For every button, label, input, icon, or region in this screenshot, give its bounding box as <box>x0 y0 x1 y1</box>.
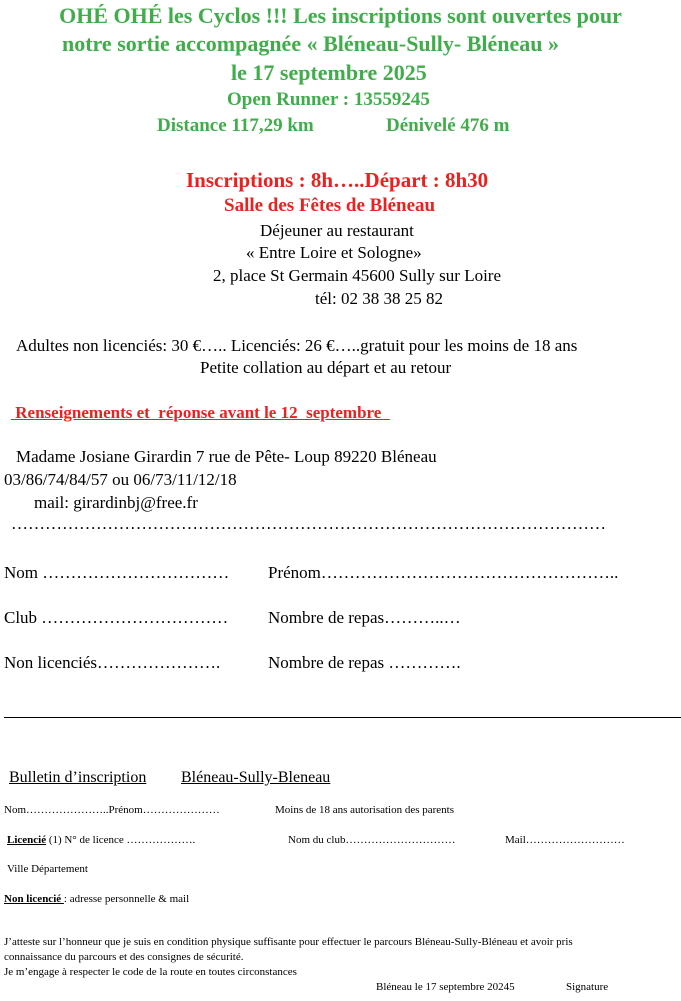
attestation-line-3: Je m’engage à respecter le code de la route en toutes circonstances <box>4 966 297 978</box>
bulletin-minors: Moins de 18 ans autorisation des parents <box>275 804 455 816</box>
pricing: Adultes non licenciés: 30 €….. Licenciés: 26 €…..gratuit pour les moins de 18 ans <box>16 336 578 355</box>
contact-email: mail: girardinbj@free.fr <box>34 493 198 512</box>
attestation-line-1: J’atteste sur l’honneur que je suis en condition physique suffisante pour effectuer le parcours Bléneau-Sully-Bléneau et avoir pris <box>4 936 573 948</box>
form-repas-field: Nombre de repas………..… <box>268 608 461 627</box>
horizontal-rule <box>4 717 681 718</box>
snack-note: Petite collation au départ et au retour <box>200 358 452 377</box>
lunch-restaurant-name: « Entre Loire et Sologne» <box>246 243 422 262</box>
bulletin-title: Bulletin d’inscription <box>9 769 147 786</box>
bulletin-route: Bléneau-Sully-Bleneau <box>181 769 331 786</box>
form-nom-field: Nom …………………………… <box>4 563 230 582</box>
separator-dots: …………………………………………………………………………………………… <box>11 514 606 533</box>
header-title-line-1: OHÉ OHÉ les Cyclos !!! Les inscriptions sont ouvertes pour <box>59 3 622 28</box>
open-runner-id: Open Runner : 13559245 <box>227 89 430 110</box>
non-licencie-label: Non licencié <box>4 893 64 905</box>
lunch-address: 2, place St Germain 45600 Sully sur Loire <box>213 266 502 285</box>
form-club-field: Club …………………………… <box>4 608 229 627</box>
bulletin-city: Ville Département <box>7 863 88 875</box>
licencie-label: Licencié <box>7 834 47 846</box>
event-date: le 17 septembre 2025 <box>231 60 427 85</box>
bulletin-nom-prenom: Nom…………………..Prénom………………… <box>4 804 220 816</box>
non-licencie-text: : adresse personnelle & mail <box>63 893 190 905</box>
lunch-line-1: Déjeuner au restaurant <box>260 221 414 240</box>
licence-number: (1) N° de licence ………………. <box>46 834 196 846</box>
contact-phones: 03/86/74/84/57 ou 06/73/11/12/18 <box>4 470 237 489</box>
attestation-line-2: connaissance du parcours et des consignes de sécurité. <box>4 951 244 963</box>
bulletin-mail: Mail……………………… <box>505 834 625 846</box>
form-prenom-field: Prénom…………………………………………….. <box>268 563 619 582</box>
signature-date: Bléneau le 17 septembre 20245 <box>376 981 515 993</box>
contact-heading: Renseignements et réponse avant le 12 septembre <box>11 403 390 422</box>
lunch-phone: tél: 02 38 38 25 82 <box>315 289 443 308</box>
schedule-times: Inscriptions : 8h…..Départ : 8h30 <box>186 168 489 192</box>
signature-label: Signature <box>566 981 609 993</box>
bulletin-club-name: Nom du club………………………… <box>288 834 456 846</box>
bulletin-licence-row <box>7 834 195 846</box>
form-non-licencies-field: Non licenciés…………………. <box>4 653 221 672</box>
header-title-line-2: notre sortie accompagnée « Bléneau-Sully- Bléneau » <box>62 31 559 56</box>
form-repas-field-2: Nombre de repas …………. <box>268 653 461 672</box>
venue: Salle des Fêtes de Bléneau <box>224 195 436 216</box>
contact-address: Madame Josiane Girardin 7 rue de Pête- Loup 89220 Bléneau <box>16 447 437 466</box>
elevation: Dénivelé 476 m <box>386 115 510 136</box>
bulletin-non-licencie-row <box>4 893 189 905</box>
distance: Distance 117,29 km <box>157 115 314 136</box>
